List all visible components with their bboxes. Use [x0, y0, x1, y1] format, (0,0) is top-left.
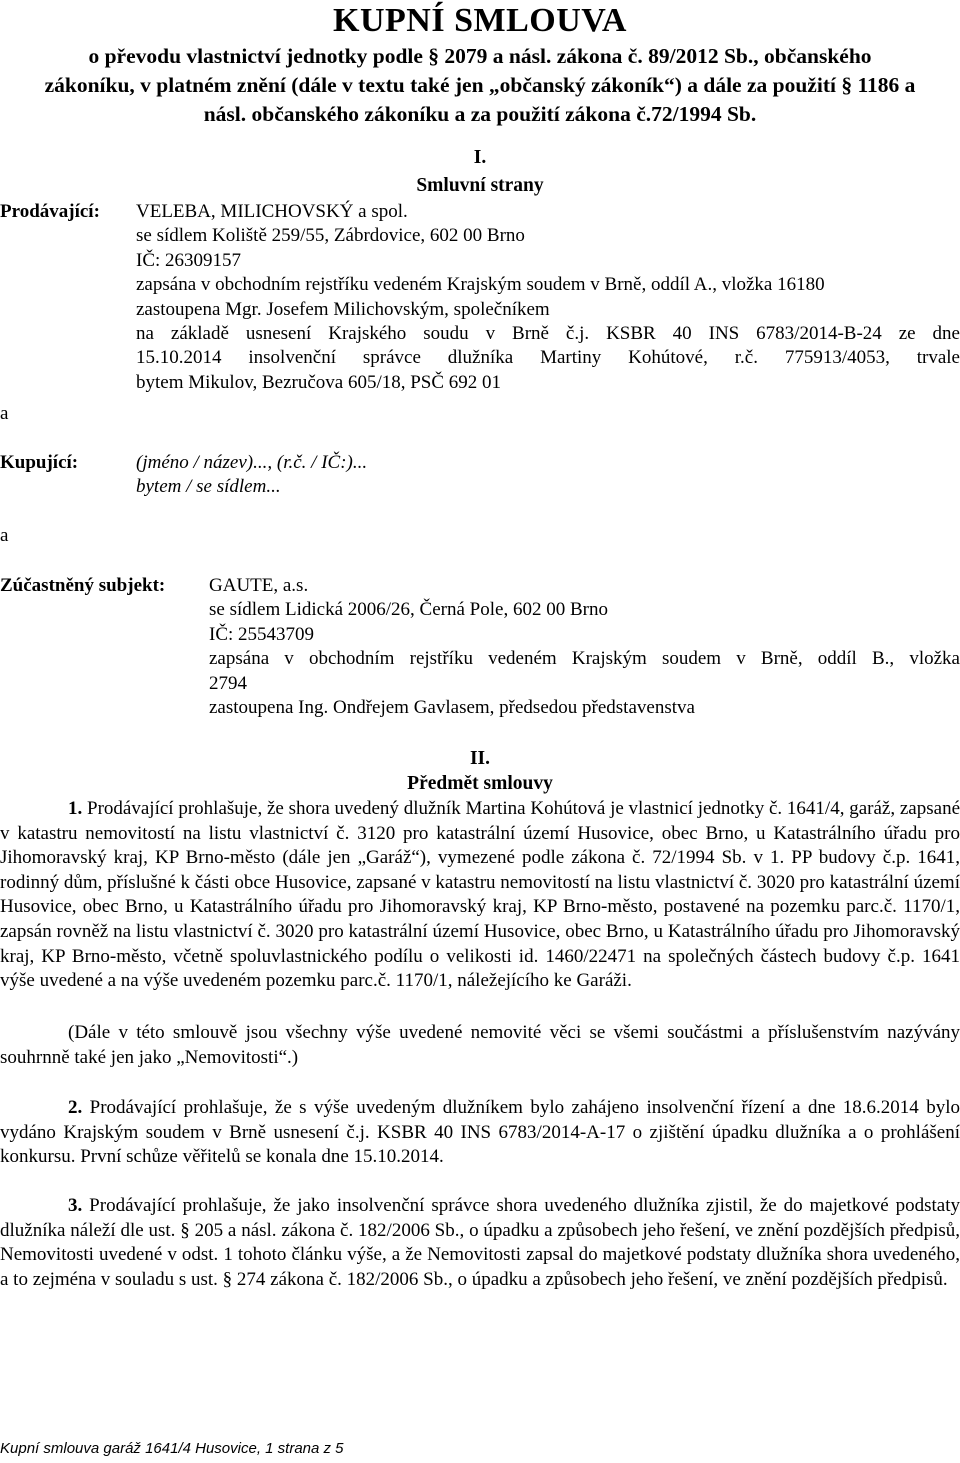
paragraph-3 — [0, 1194, 960, 1292]
party-details — [209, 574, 960, 720]
paragraph-number: 1. — [68, 798, 83, 819]
party-line: GAUTE, a.s. — [209, 575, 309, 596]
seller-line: IČ: 26309157 — [136, 249, 242, 271]
paragraph-text: Prodávající prohlašuje, že shora uvedený dlužník Martina Kohútová je vlastnicí jednotky č. 1641/4, garáž, zapsané v katastru nemovitostí na listu vlastnictví č. 3120 pro katastrální území Husovice, obec Brno, u Katastrálního úřadu pro Jihomoravský kraj, KP Brno-město (dále jen „Garáž“), vymezené podle zákona č. 72/1994 Sb. v 1. PP budovy č.p. 1641, rodinný dům, příslušné k části obce Husovice, zapsané v katastru nemovitostí na listu vlastnictví č. 3020 pro katastrální území Husovice, obec Brno, u Katastrálního úřadu pro Jihomoravský kraj, KP Brno-město, postavené na pozemku parc.č. 1170/1, zapsán rovněž na listu vlastnictví č. 3020 pro katastrální území Husovice, obec Brno, u Katastrálního úřadu pro Jihomoravský kraj, KP Brno-město, včetně spoluvlastnického podílu o velikosti id. 1460/22471 na společných částech budovy č.p. 1641 výše uvedené a na výše uvedeném pozemku parc.č. 1170/1, náležejícího ke Garáži. — [0, 798, 960, 992]
document-title: KUPNÍ SMLOUVA — [333, 2, 627, 39]
party-line: se sídlem Lidická 2006/26, Černá Pole, 602 00 Brno — [209, 599, 608, 621]
seller-line: zapsána v obchodním rejstříku vedeném Krajským soudem v Brně, oddíl A., vložka 16180 — [136, 274, 825, 296]
paragraph-number: 2. — [68, 1097, 83, 1118]
seller-line: bytem Mikulov, Bezručova 605/18, PSČ 692 01 — [136, 371, 502, 393]
paragraph-text: Prodávající prohlašuje, že jako insolvenční správce shora uvedeného dlužníka zjistil, že do majetkové podstaty dlužníka náleží dle ust. § 205 a násl. zákona č. 182/2006 Sb., o úpadku a způsobech jeho řešení, ve znění pozdějších předpisů, Nemovitosti uvedené v odst. 1 tohoto článku výše, a že Nemovitosti zapsal do majetkové podstaty dlužníka shora uvedeného, a to zejména v souladu s ust. § 274 zákona č. 182/2006 Sb., o úpadku a způsobech jeho řešení, ve znění pozdějších předpisů. — [0, 1195, 960, 1290]
subtitle-line: násl. občanského zákoníku a za použití zákona č.72/1994 Sb. — [203, 102, 757, 126]
section-2-title: Předmět smlouvy — [407, 773, 553, 794]
buyer-line: (jméno / název)..., (r.č. / IČ:)... — [136, 452, 368, 473]
seller-line: se sídlem Koliště 259/55, Zábrdovice, 602 00 Brno — [136, 225, 525, 247]
section-1-title: Smluvní strany — [416, 175, 544, 196]
seller-label: Prodávající: — [0, 201, 100, 222]
buyer-line: bytem / se sídlem... — [136, 476, 281, 498]
party-label: Zúčastněný subjekt: — [0, 575, 166, 596]
section-2-number: II. — [469, 748, 491, 769]
seller-line: na základě usnesení Krajského soudu v Brně č.j. KSBR 40 INS 6783/2014-B-24 ze dne — [136, 323, 960, 345]
paragraph-2 — [0, 1096, 960, 1170]
paragraph-number: 3. — [68, 1195, 83, 1216]
subtitle-line: zákoníku, v platném znění (dále v textu také jen „občanský zákoník“) a dále za použití § 1186 a — [44, 73, 916, 97]
paragraph-1 — [0, 797, 960, 994]
paragraph-text: Prodávající prohlašuje, že s výše uvedeným dlužníkem bylo zahájeno insolvenční řízení a dne 18.6.2014 bylo vydáno Krajským soudem v Brně usnesení č.j. KSBR 40 INS 6783/2014-A-17 o zjištění úpadku dlužníka a o prohlášení konkursu. První schůze věřitelů se konala dne 15.10.2014. — [0, 1097, 960, 1168]
party-line: zapsána v obchodním rejstříku vedeném Krajským soudem v Brně, oddíl B., vložka — [209, 648, 960, 670]
section-1-number: I. — [473, 147, 487, 168]
party-line: IČ: 25543709 — [209, 623, 315, 645]
seller-line: zastoupena Mgr. Josefem Milichovským, společníkem — [136, 298, 550, 320]
seller-line: 15.10.2014 insolvenční správce dlužníka Martiny Kohútové, r.č. 775913/4053, trvale — [136, 347, 960, 369]
seller-line: VELEBA, MILICHOVSKÝ a spol. — [136, 201, 408, 222]
paragraph-1-note: (Dále v této smlouvě jsou všechny výše uvedené nemovité věci se všemi součástmi a příslušenstvím nazývány souhrnně také jen jako „Nemovitosti“.) — [0, 1022, 960, 1068]
seller-details — [136, 200, 960, 395]
buyer-details — [136, 451, 836, 500]
subtitle-line: o převodu vlastnictví jednotky podle § 2079 a násl. zákona č. 89/2012 Sb., občanského — [88, 44, 872, 68]
page-footer: Kupní smlouva garáž 1641/4 Husovice, 1 strana z 5 — [0, 1440, 344, 1457]
document-subtitle — [0, 42, 960, 129]
conjunction-a: a — [0, 525, 9, 546]
buyer-label: Kupující: — [0, 452, 79, 473]
party-line: 2794 — [209, 672, 247, 694]
conjunction-a: a — [0, 403, 9, 424]
party-line: zastoupena Ing. Ondřejem Gavlasem, předsedou představenstva — [209, 697, 695, 719]
